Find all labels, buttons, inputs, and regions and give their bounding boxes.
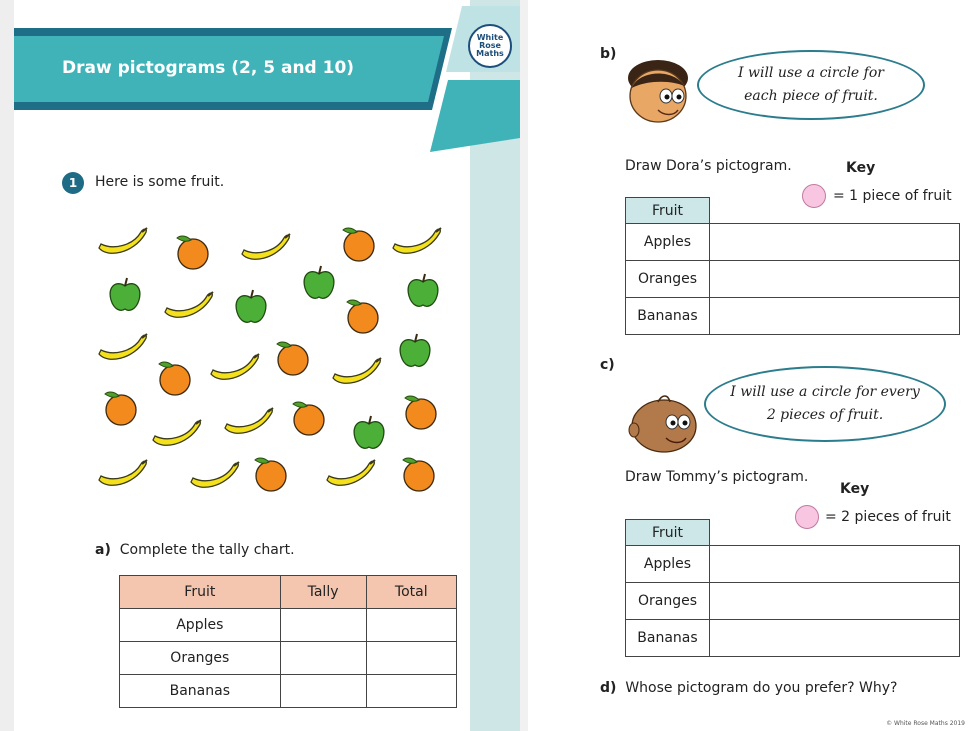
orange-icon [403, 458, 434, 491]
orange-icon [255, 458, 286, 491]
question-number-badge: 1 [62, 172, 84, 194]
pictogram-header-fruit: Fruit [626, 520, 710, 546]
orange-icon [159, 362, 190, 395]
key-title: Key [846, 160, 876, 176]
table-row [120, 642, 457, 675]
key-title: Key [840, 481, 870, 497]
pictogram-fruit-cell: Apples [626, 224, 710, 261]
tally-header-tally: Tally [280, 576, 366, 609]
pictogram-fruit-cell: Apples [626, 546, 710, 583]
part-a-text: a) Complete the tally chart. [95, 542, 295, 558]
part-b-instruction: Draw Dora’s pictogram. [625, 158, 792, 174]
question-intro: Here is some fruit. [95, 174, 225, 190]
table-row [626, 224, 960, 261]
tommy-pictogram-table [625, 519, 960, 657]
apple-icon [408, 274, 438, 306]
dora-pictogram-table [625, 197, 960, 335]
tally-total-cell[interactable] [366, 609, 457, 642]
dora-character [624, 58, 696, 128]
apple-icon [400, 334, 430, 366]
tally-fruit-cell: Apples [120, 609, 281, 642]
fruit-illustration [85, 220, 455, 510]
table-row [626, 583, 960, 620]
part-c-instruction: Draw Tommy’s pictogram. [625, 469, 809, 485]
banana-icon [211, 354, 259, 379]
tally-total-cell[interactable] [366, 642, 457, 675]
table-row [120, 675, 457, 708]
orange-icon [293, 402, 324, 435]
table-row [626, 298, 960, 335]
orange-icon [105, 392, 136, 425]
part-c-letter: c) [600, 357, 615, 373]
title-banner [0, 0, 520, 160]
pictogram-fruit-cell: Bananas [626, 620, 710, 657]
tally-total-cell[interactable] [366, 675, 457, 708]
apple-icon [236, 290, 266, 322]
pictogram-drawing-cell[interactable] [710, 583, 960, 620]
pictogram-header-fruit: Fruit [626, 198, 710, 224]
pictogram-drawing-cell[interactable] [710, 546, 960, 583]
banana-icon [225, 408, 273, 433]
banana-icon [99, 334, 147, 359]
banana-icon [393, 228, 441, 253]
part-b-letter: b) [600, 46, 617, 62]
banana-icon [165, 292, 213, 317]
banana-icon [99, 228, 147, 253]
tally-fruit-cell: Bananas [120, 675, 281, 708]
banana-icon [153, 420, 201, 445]
tally-tally-cell[interactable] [280, 675, 366, 708]
apple-icon [354, 416, 384, 448]
key-text: = 1 piece of fruit [833, 188, 952, 204]
dora-speech-bubble: I will use a circle for each piece of fruit. [697, 50, 925, 120]
part-d-text: d) Whose pictogram do you prefer? Why? [600, 680, 898, 696]
orange-icon [347, 300, 378, 333]
apple-icon [304, 266, 334, 298]
white-rose-maths-logo: White Rose Maths [468, 24, 512, 68]
banana-icon [99, 460, 147, 485]
tally-header-total: Total [366, 576, 457, 609]
tommy-speech-bubble: I will use a circle for every 2 pieces of fruit. [704, 366, 946, 442]
table-row [626, 261, 960, 298]
pictogram-fruit-cell: Oranges [626, 261, 710, 298]
pictogram-drawing-cell[interactable] [710, 298, 960, 335]
orange-icon [405, 396, 436, 429]
pictogram-drawing-cell[interactable] [710, 620, 960, 657]
tally-tally-cell[interactable] [280, 642, 366, 675]
tally-tally-cell[interactable] [280, 609, 366, 642]
table-row [120, 609, 457, 642]
page-divider [520, 0, 528, 731]
page-title: Draw pictograms (2, 5 and 10) [62, 58, 355, 78]
banana-icon [242, 234, 290, 259]
orange-icon [343, 228, 374, 261]
banana-icon [191, 462, 239, 487]
table-row [626, 620, 960, 657]
pictogram-drawing-cell[interactable] [710, 224, 960, 261]
orange-icon [277, 342, 308, 375]
copyright-footer: © White Rose Maths 2019 [886, 720, 965, 727]
banana-icon [327, 460, 375, 485]
pictogram-fruit-cell: Oranges [626, 583, 710, 620]
pictogram-fruit-cell: Bananas [626, 298, 710, 335]
tally-fruit-cell: Oranges [120, 642, 281, 675]
pictogram-drawing-cell[interactable] [710, 261, 960, 298]
apple-icon [110, 278, 140, 310]
banana-icon [333, 358, 381, 383]
tally-chart [119, 575, 457, 708]
table-row [626, 546, 960, 583]
tommy-character [628, 394, 700, 456]
key-text: = 2 pieces of fruit [825, 509, 951, 525]
tally-header-fruit: Fruit [120, 576, 281, 609]
orange-icon [177, 236, 208, 269]
